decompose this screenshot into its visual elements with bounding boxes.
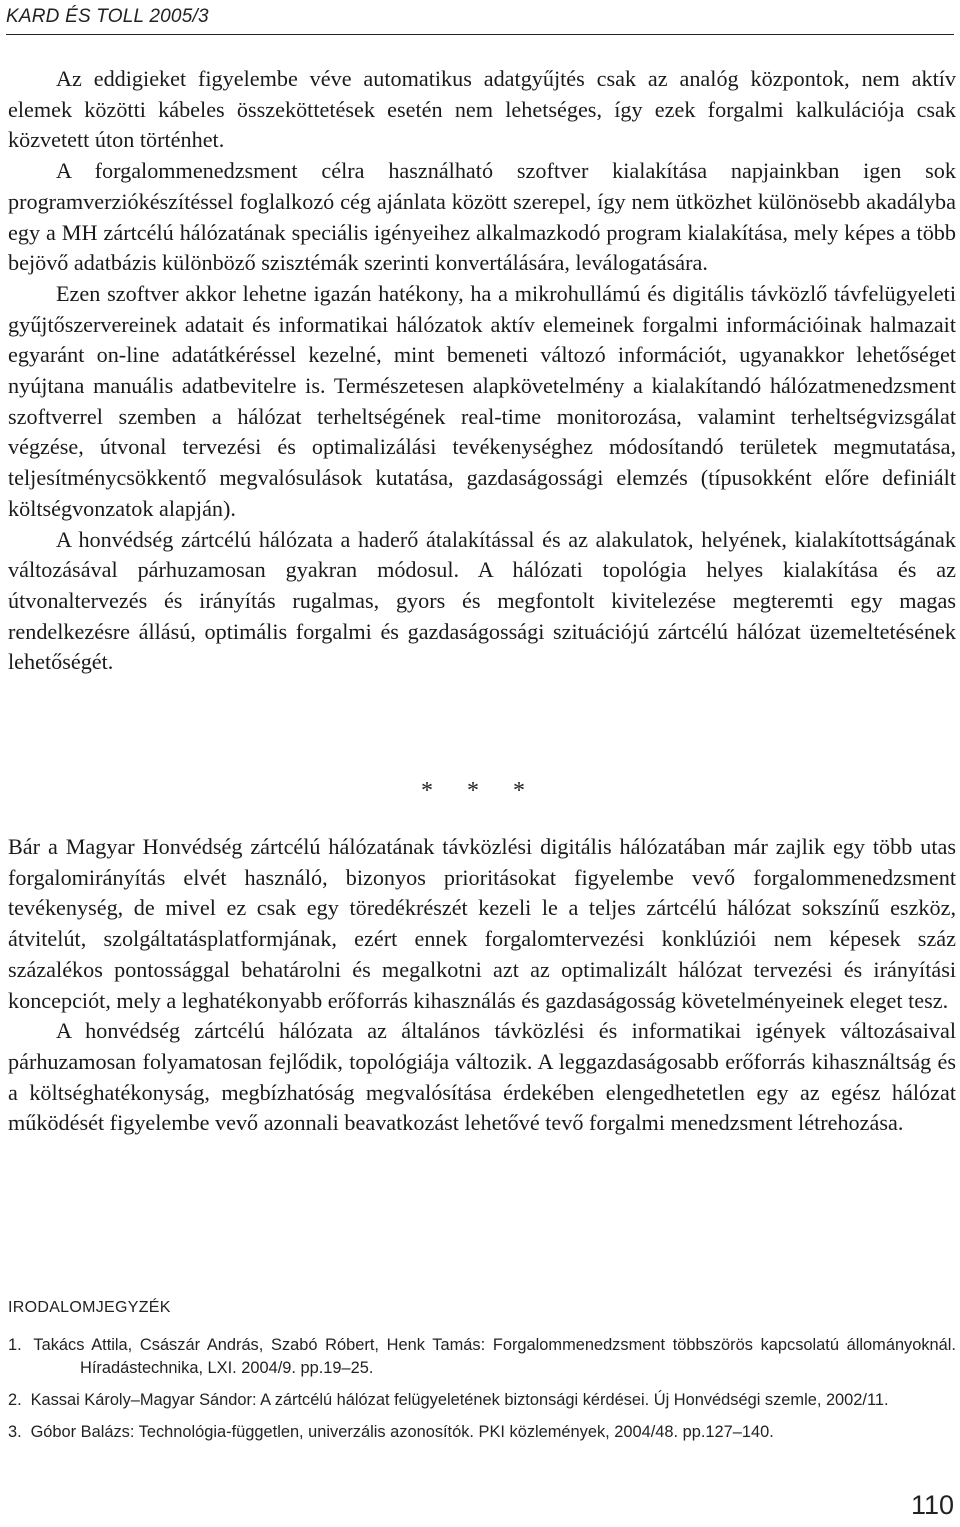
paragraph: Az eddigieket figyelembe véve automatikus adatgyűjtés csak az analóg központok, nem aktív elemek közötti kábeles összeköttetések esetén nem lehetséges, így ezek forgalmi kalkulációja csak közvetett úton történhet. bbox=[8, 66, 956, 153]
reference-text: Takács Attila, Császár András, Szabó Róbert, Henk Tamás: Forgalommenedzsment többszörös kapcsolatú állományoknál. Híradástechnika, LXI. 2004/9. pp.19–25. bbox=[33, 1336, 956, 1377]
paragraph: A honvédség zártcélú hálózata az általános távközlési és informatikai igények változásaival párhuzamosan folyamatosan fejlődik, topológiája változik. A leggazdaságosabb erőforrás kihasználtság és a költséghatékonyság, megbízhatóság megvalósítása érdekében elengedhetetlen egy az egész hálózat működését figyelembe vevő azonnali beavatkozást lehetővé tevő forgalmi menedzsment létrehozása. bbox=[8, 1018, 956, 1136]
page-header bbox=[6, 4, 954, 35]
article-section-2 bbox=[8, 832, 956, 1139]
paragraph: A honvédség zártcélú hálózata a haderő átalakítással és az alakulatok, helyének, kialakítottságának változásával párhuzamosan gyakran módosul. A hálózati topológia helyes kialakítása és az útvonaltervezés és irányítás rugalmas, gyors és megfontolt kivitelezése megteremti egy magas rendelkezésre állású, optimális forgalmi és gazdaságossági szituációjú zártcélú hálózat üzemeltetésének lehetőségét. bbox=[8, 526, 956, 675]
paragraph: Bár a Magyar Honvédség zártcélú hálózatának távközlési digitális hálózatában már zajlik egy több utas forgalomirányítás elvét használó, bizonyos prioritásokat figyelembe vevő forgalommenedzsment tevékenység, de mivel ez csak egy töredékrészét kezeli le a teljes zártcélú hálózat sokszínű eszköz, átvitelút, szolgáltatásplatformjának, ezért ennek forgalomtervezési konklúziói nem képesek száz százalékos pontossággal behatárolni és megalkotni azt az optimalizált hálózat tervezési és irányítási koncepciót, mely a leghatékonyabb erőforrás kihasználás és gazdaságosság követelményeinek eleget tesz. bbox=[8, 834, 956, 1013]
paragraph: A forgalommenedzsment célra használható szoftver kialakítása napjainkban igen sok programverziókészítéssel foglalkozó cég ajánlata között szerepel, így nem ütközhet különösebb akadályba egy a MH zártcélú hálózatának speciális igényeihez alkalmazkodó program kialakítása, mely képes a több bejövő adatbázis különböző szisztémák szerinti konvertálására, leválogatására. bbox=[8, 158, 956, 276]
reference-number: 3. bbox=[8, 1423, 22, 1441]
references-list bbox=[8, 1334, 956, 1453]
page-number: 110 bbox=[910, 1490, 954, 1520]
reference-item bbox=[8, 1334, 956, 1380]
references-heading: IRODALOMJEGYZÉK bbox=[8, 1299, 171, 1316]
paragraph: Ezen szoftver akkor lehetne igazán hatékony, ha a mikrohullámú és digitális távközlő távfelügyeleti gyűjtőszervereinek adatait és informatikai hálózatok aktív elemeinek forgalmi információinak halmazait egyaránt on-line adatátkéréssel kezelné, mint bemeneti változó információt, ugyanakkor lehetőséget nyújtana manuális adatbevitelre is. Természetesen alapkövetelmény a kialakítandó hálózatmenedzsment szoftverrel szemben a hálózat terheltségének real-time monitorozása, valamint terheltségvizsgálat végzése, útvonal tervezési és optimalizálási tevékenységhez módosítandó területek megmutatása, teljesítménycsökkentő megvalósulások kutatása, gazdaságossági elemzés (típusokként előre definiált költségvonzatok alapján). bbox=[8, 280, 956, 521]
article-section-1 bbox=[8, 64, 956, 678]
reference-text: Góbor Balázs: Technológia-független, univerzális azonosítók. PKI közlemények, 2004/48. pp.127–140. bbox=[30, 1423, 774, 1441]
reference-number: 1. bbox=[8, 1336, 22, 1354]
section-separator: * * * bbox=[421, 778, 539, 804]
journal-title: KARD ÉS TOLL 2005/3 bbox=[6, 6, 209, 27]
reference-item bbox=[8, 1421, 956, 1444]
reference-item bbox=[8, 1389, 956, 1412]
reference-number: 2. bbox=[8, 1391, 22, 1409]
reference-text: Kassai Károly–Magyar Sándor: A zártcélú hálózat felügyeletének biztonsági kérdései. Új Honvédségi szemle, 2002/11. bbox=[30, 1391, 889, 1409]
